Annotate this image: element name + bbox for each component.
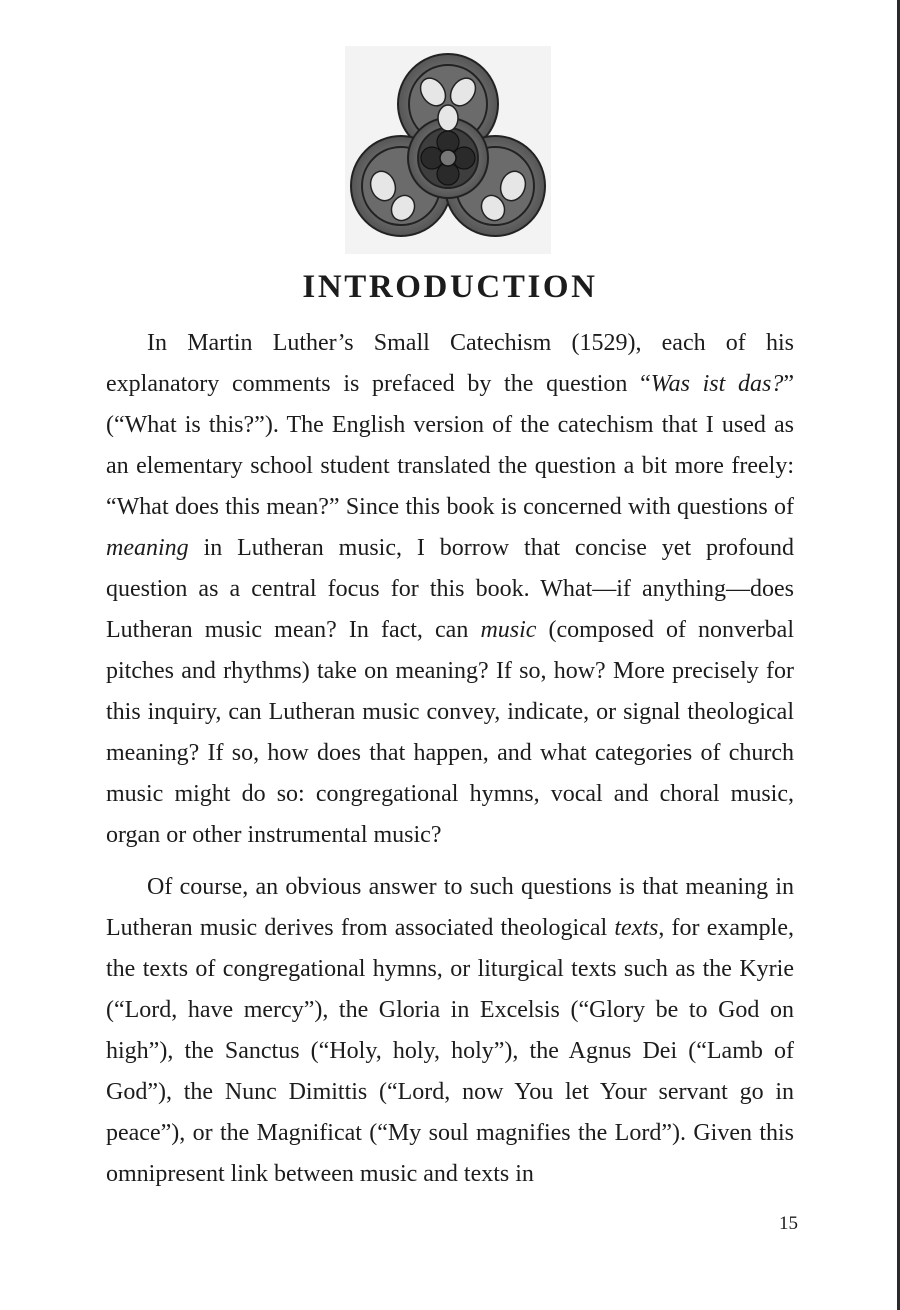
text-run: In Martin Luther’s Small Catechism (1529), each of his explanatory comments is prefaced by the question “ [106,330,794,397]
italic-text: meaning [106,535,189,561]
chapter-title: INTRODUCTION [302,269,598,305]
text-run: in Lutheran music, I borrow that concise yet profound question as a central focus for this book. What—if anything—does Lutheran music mean? In fact, can [106,535,794,643]
paragraph-2 [106,867,794,1195]
italic-text: Was ist das? [650,371,784,397]
trefoil-ornament-icon [345,46,551,254]
body-text [106,323,794,1195]
text-run: Of course, an obvious answer to such questions is that meaning in Lutheran music derives from associated theological [106,874,794,941]
page-number: 15 [779,1213,798,1234]
text-run: ” (“What is this?”). The English version of the catechism that I used as an elementary school student translated the question a bit more freely: “What does this mean?” Since this book is concerned with questions of [106,371,794,520]
text-run: (composed of nonverbal pitches and rhythms) take on meaning? If so, how? More precisely for this inquiry, can Lutheran music convey, indicate, or signal theological meaning? If so, how does that happen, and what categories of church music might do so: congregational hymns, vocal and choral music, organ or other instrumental music? [106,617,794,848]
italic-text: texts [614,915,659,941]
paragraph-1 [106,323,794,856]
text-run: , for example, the texts of congregational hymns, or liturgical texts such as the Kyrie (“Lord, have mercy”), the Gloria in Excelsis (“Glory be to God on high”), the Sanctus (“Holy, holy, holy”), the Agnus Dei (“Lamb of God”), the Nunc Dimittis (“Lord, now You let Your servant go in peace”), or the Magnificat (“My soul magnifies the Lord”). Given this omnipresent link between music and texts in [106,915,794,1187]
italic-text: music [480,617,537,643]
